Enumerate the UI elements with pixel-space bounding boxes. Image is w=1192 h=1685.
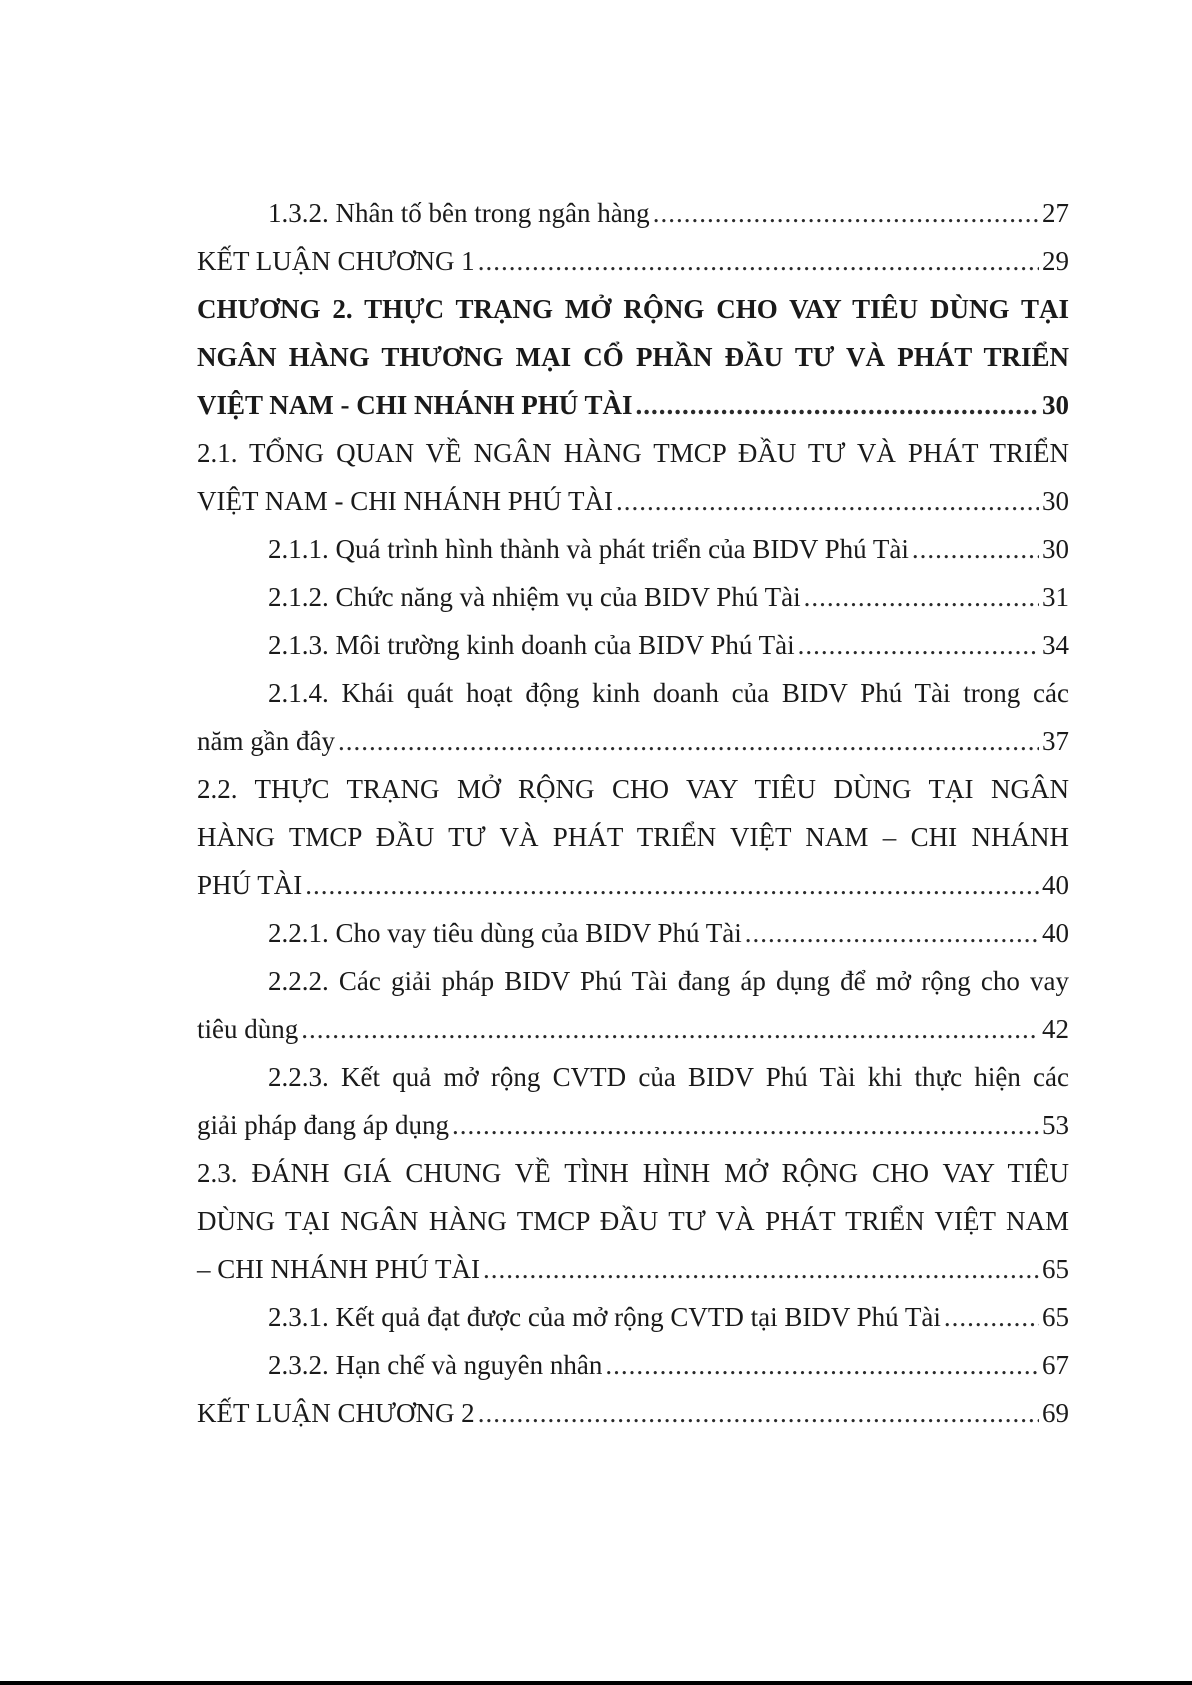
toc-line	[197, 189, 1069, 237]
dot-leader	[804, 573, 1039, 621]
toc-line	[197, 1389, 1069, 1437]
toc-line	[197, 573, 1069, 621]
toc-line	[197, 909, 1069, 957]
toc-entry-title-line-2: NGÂN HÀNG THƯƠNG MẠI CỔ PHẦN ĐẦU TƯ VÀ PHÁT TRIỂN	[197, 342, 1069, 372]
toc-line	[197, 1005, 1069, 1053]
toc-entry-title-line-1: 2.1.4. Khái quát hoạt động kinh doanh của BIDV Phú Tài trong các	[268, 678, 1069, 708]
toc-entry-title-line-1: 2.1. TỔNG QUAN VỀ NGÂN HÀNG TMCP ĐẦU TƯ VÀ PHÁT TRIỂN	[197, 438, 1069, 468]
toc-line	[197, 477, 1069, 525]
toc-entry-2-3-2[interactable]	[197, 1341, 1069, 1389]
toc-entry-2-2-1[interactable]	[197, 909, 1069, 957]
toc-page-number: 37	[1042, 726, 1069, 756]
toc-line	[197, 525, 1069, 573]
toc-entry-title: 2.1.2. Chức năng và nhiệm vụ của BIDV Phú Tài	[268, 582, 801, 612]
dot-leader	[478, 237, 1039, 285]
toc-page-number: 42	[1042, 1014, 1069, 1044]
toc-entry-2-2-3[interactable]	[197, 1053, 1069, 1149]
toc-entry-title: 2.1.1. Quá trình hình thành và phát triển của BIDV Phú Tài	[268, 534, 909, 564]
dot-leader	[478, 1389, 1039, 1437]
toc-page-number: 30	[1042, 534, 1069, 564]
toc-page-number: 30	[1042, 486, 1069, 516]
toc-entry-title-line-1: 2.3. ĐÁNH GIÁ CHUNG VỀ TÌNH HÌNH MỞ RỘNG CHO VAY TIÊU	[197, 1158, 1069, 1188]
dot-leader	[605, 1341, 1039, 1389]
dot-leader	[616, 477, 1039, 525]
toc-entry-title: KẾT LUẬN CHƯƠNG 2	[197, 1398, 475, 1428]
toc-entry-title-line-1: 2.2. THỰC TRẠNG MỞ RỘNG CHO VAY TIÊU DÙNG TẠI NGÂN	[197, 774, 1069, 804]
toc-entry-2-1-4[interactable]	[197, 669, 1069, 765]
toc-page-number: 69	[1042, 1398, 1069, 1428]
toc-entry-2-2-2[interactable]	[197, 957, 1069, 1053]
table-of-contents	[197, 189, 1069, 1437]
toc-page-number: 65	[1042, 1302, 1069, 1332]
dot-leader	[798, 621, 1039, 669]
toc-page-number: 53	[1042, 1110, 1069, 1140]
dot-leader	[944, 1293, 1039, 1341]
toc-entry-title-line-2: DÙNG TẠI NGÂN HÀNG TMCP ĐẦU TƯ VÀ PHÁT TRIỂN VIỆT NAM	[197, 1206, 1069, 1236]
toc-entry-ket-luan-chuong-2[interactable]	[197, 1389, 1069, 1437]
toc-line	[197, 1293, 1069, 1341]
toc-entry-2-3[interactable]	[197, 1149, 1069, 1293]
toc-entry-chuong-2[interactable]	[197, 285, 1069, 429]
toc-page-number: 34	[1042, 630, 1069, 660]
toc-page-number: 65	[1042, 1254, 1069, 1284]
toc-entry-title-line-3: PHÚ TÀI	[197, 870, 303, 900]
toc-entry-2-2[interactable]	[197, 765, 1069, 909]
dot-leader	[745, 909, 1039, 957]
dot-leader	[301, 1005, 1039, 1053]
toc-line	[197, 237, 1069, 285]
toc-entry-title: 2.1.3. Môi trường kinh doanh của BIDV Phú Tài	[268, 630, 795, 660]
toc-entry-title: 1.3.2. Nhân tố bên trong ngân hàng	[268, 198, 650, 228]
toc-page-number: 27	[1042, 198, 1069, 228]
toc-entry-2-3-1[interactable]	[197, 1293, 1069, 1341]
toc-line	[197, 1341, 1069, 1389]
toc-entry-title-line-2: HÀNG TMCP ĐẦU TƯ VÀ PHÁT TRIỂN VIỆT NAM – CHI NHÁNH	[197, 822, 1069, 852]
toc-entry-ket-luan-chuong-1[interactable]	[197, 237, 1069, 285]
page-bottom-border	[0, 1681, 1192, 1685]
toc-entry-2-1-3[interactable]	[197, 621, 1069, 669]
toc-entry-title-line-3: VIỆT NAM - CHI NHÁNH PHÚ TÀI	[197, 390, 633, 420]
dot-leader	[483, 1245, 1039, 1293]
dot-leader	[305, 861, 1039, 909]
toc-entry-title-line-1: 2.2.3. Kết quả mở rộng CVTD của BIDV Phú Tài khi thực hiện các	[268, 1062, 1069, 1092]
toc-page-number: 29	[1042, 246, 1069, 276]
toc-entry-2-1-1[interactable]	[197, 525, 1069, 573]
toc-line	[197, 861, 1069, 909]
toc-page-number: 30	[1042, 390, 1069, 420]
toc-page-number: 67	[1042, 1350, 1069, 1380]
toc-entry-title: 2.2.1. Cho vay tiêu dùng của BIDV Phú Tài	[268, 918, 742, 948]
toc-entry-title-line-1: 2.2.2. Các giải pháp BIDV Phú Tài đang áp dụng để mở rộng cho vay	[268, 966, 1069, 996]
toc-entry-title: 2.3.1. Kết quả đạt được của mở rộng CVTD tại BIDV Phú Tài	[268, 1302, 941, 1332]
toc-page-number: 40	[1042, 918, 1069, 948]
dot-leader	[636, 381, 1039, 429]
toc-page-number: 40	[1042, 870, 1069, 900]
toc-line	[197, 1101, 1069, 1149]
toc-entry-2-1-2[interactable]	[197, 573, 1069, 621]
dot-leader	[338, 717, 1039, 765]
toc-entry-1-3-2[interactable]	[197, 189, 1069, 237]
toc-entry-title-line-1: CHƯƠNG 2. THỰC TRẠNG MỞ RỘNG CHO VAY TIÊU DÙNG TẠI	[197, 294, 1069, 324]
toc-page-number: 31	[1042, 582, 1069, 612]
toc-line	[197, 621, 1069, 669]
toc-entry-title-line-2: năm gần đây	[197, 726, 335, 756]
dot-leader	[912, 525, 1039, 573]
toc-entry-title-line-2: giải pháp đang áp dụng	[197, 1110, 449, 1140]
dot-leader	[452, 1101, 1039, 1149]
dot-leader	[653, 189, 1039, 237]
toc-entry-2-1[interactable]	[197, 429, 1069, 525]
toc-entry-title-line-2: VIỆT NAM - CHI NHÁNH PHÚ TÀI	[197, 486, 613, 516]
toc-entry-title-line-3: – CHI NHÁNH PHÚ TÀI	[197, 1254, 480, 1284]
toc-entry-title-line-2: tiêu dùng	[197, 1014, 299, 1044]
toc-entry-title: 2.3.2. Hạn chế và nguyên nhân	[268, 1350, 603, 1380]
toc-entry-title: KẾT LUẬN CHƯƠNG 1	[197, 246, 475, 276]
toc-line	[197, 381, 1069, 429]
toc-line	[197, 1245, 1069, 1293]
toc-line	[197, 717, 1069, 765]
